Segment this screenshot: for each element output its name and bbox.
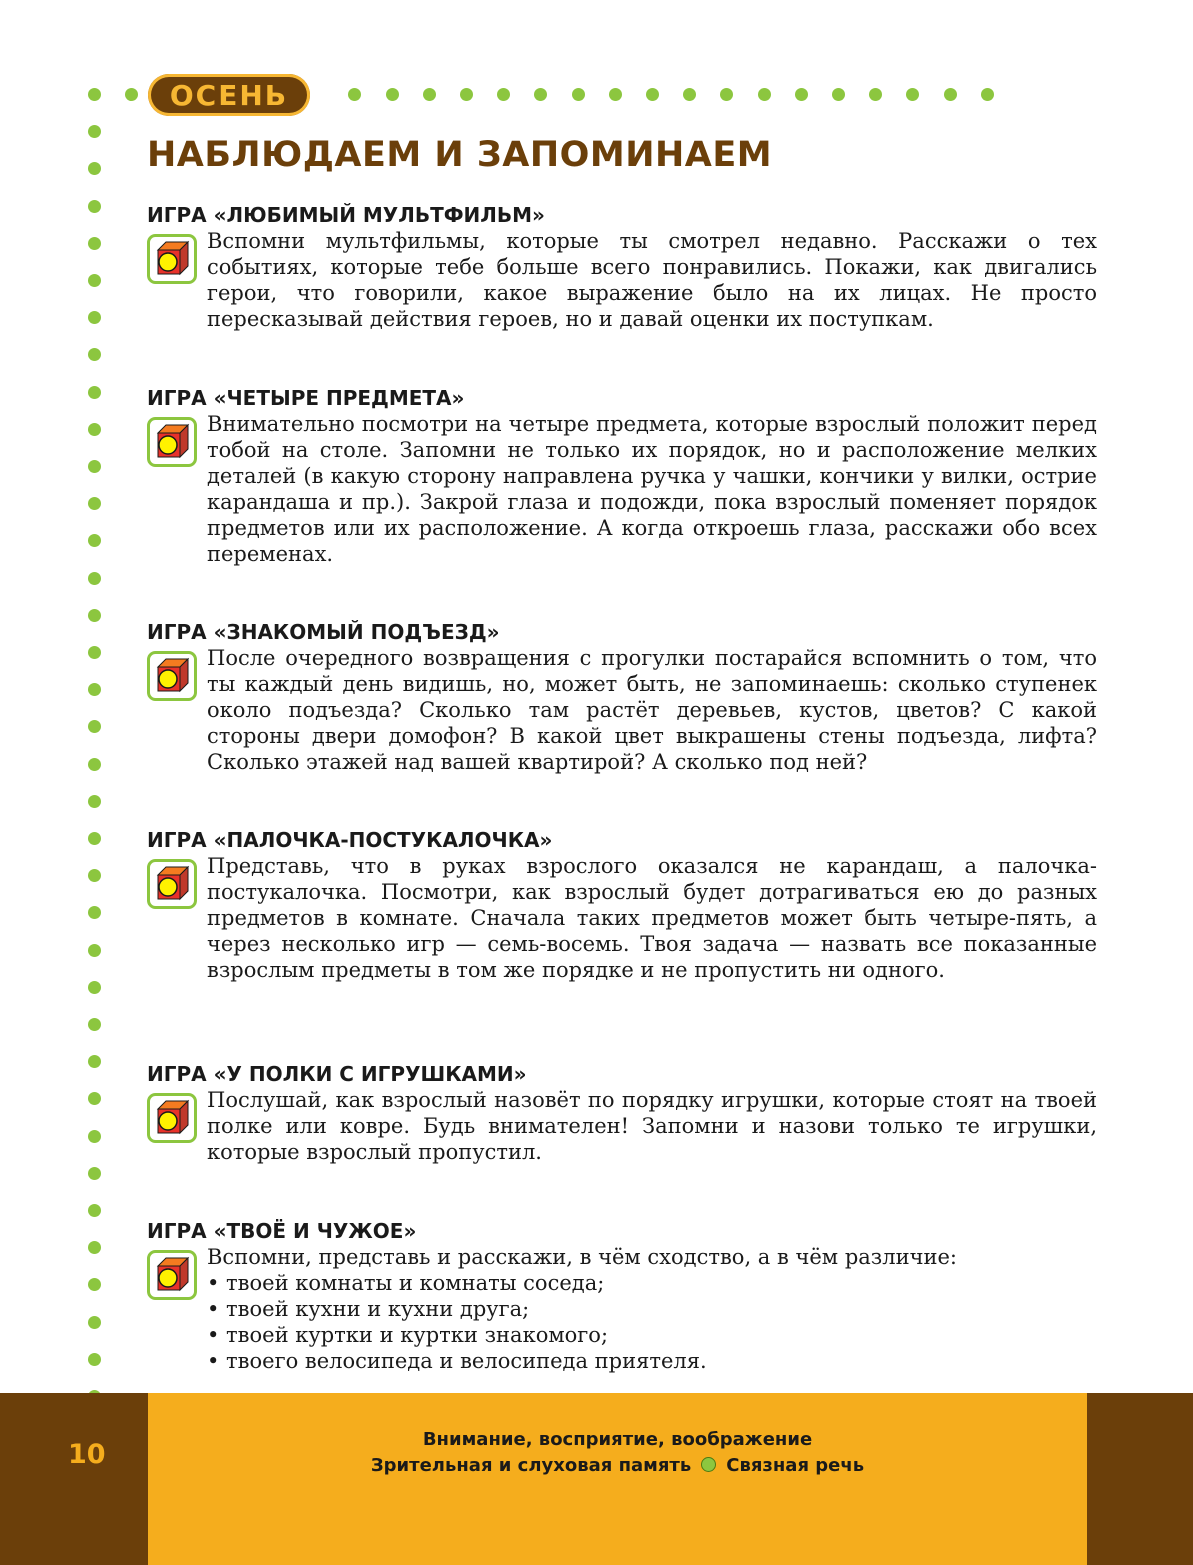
- footer-left-panel: [0, 1393, 148, 1565]
- border-dot: [423, 88, 436, 101]
- border-dot: [88, 386, 101, 399]
- border-dot: [88, 1018, 101, 1031]
- border-dot: [534, 88, 547, 101]
- game-title: ИГРА «ЧЕТЫРЕ ПРЕДМЕТА»: [147, 386, 465, 410]
- footer-topics-line2: [148, 1455, 1087, 1476]
- cube-icon: [147, 1093, 197, 1143]
- game-section: [147, 827, 1097, 983]
- border-dot: [88, 460, 101, 473]
- game-text: После очередного возвращения с прогулки постарайся вспомнить о том, что ты каждый день видишь, но, может быть, не запоминаешь: сколько ступенек около подъезда? Сколько там растёт деревьев, кустов, цветов? С какой стороны двери домофон? В какой цвет выкрашены стены подъезда, лифта? Сколько этажей над вашей квартирой? А сколько под ней?: [207, 646, 1097, 774]
- border-dot: [88, 1241, 101, 1254]
- cube-icon: [147, 859, 197, 909]
- border-dot: [88, 162, 101, 175]
- border-dot: [88, 795, 101, 808]
- season-label: ОСЕНЬ: [169, 78, 289, 112]
- border-dot: [460, 88, 473, 101]
- list-item: • твоего велосипеда и велосипеда приятеля.: [207, 1349, 707, 1373]
- game-text: Вспомни, представь и расскажи, в чём сходство, а в чём различие:: [207, 1245, 957, 1269]
- cube-icon: [147, 234, 197, 284]
- comparison-list: [207, 1270, 1097, 1374]
- footer-right-panel: [1087, 1393, 1193, 1565]
- list-item: • твоей кухни и кухни друга;: [207, 1297, 530, 1321]
- game-section: [147, 1061, 1097, 1165]
- page-number: 10: [68, 1439, 106, 1470]
- border-dot: [88, 1278, 101, 1291]
- game-title: ИГРА «ТВОЁ И ЧУЖОЕ»: [147, 1219, 417, 1243]
- border-dot: [88, 609, 101, 622]
- game-text: Внимательно посмотри на четыре предмета, которые взрослый положит перед тобой на столе. Запомни не только их порядок, но и расположение мелких деталей (в какую сторону направлена ручка у чашки, кончики у вилки, острие карандаша и пр.). Закрой глаза и подожди, пока взрослый поменяет порядок предметов или их расположение. А когда откроешь глаза, расскажи обо всех переменах.: [207, 412, 1097, 566]
- border-dot: [646, 88, 659, 101]
- border-dot: [981, 88, 994, 101]
- list-item: • твоей куртки и куртки знакомого;: [207, 1323, 609, 1347]
- border-dot: [88, 1130, 101, 1143]
- border-dot: [88, 1092, 101, 1105]
- cube-icon: [147, 651, 197, 701]
- green-dot-icon: [701, 1457, 716, 1472]
- border-dot: [795, 88, 808, 101]
- footer: [0, 1393, 1193, 1565]
- list-item: • твоей комнаты и комнаты соседа;: [207, 1271, 605, 1295]
- game-text: Вспомни мультфильмы, которые ты смотрел недавно. Расскажи о тех событиях, которые тебе больше всего понравились. Покажи, как двигались герои, что говорили, какое выражение было на их лицах. Не просто пересказывай действия героев, но и давай оценки их поступкам.: [207, 229, 1097, 331]
- border-dot: [88, 758, 101, 771]
- border-dot: [88, 1316, 101, 1329]
- page-title: НАБЛЮДАЕМ И ЗАПОМИНАЕМ: [147, 135, 773, 175]
- border-dot: [88, 981, 101, 994]
- border-dot: [944, 88, 957, 101]
- border-dot: [88, 832, 101, 845]
- border-dot: [88, 423, 101, 436]
- border-dot: [869, 88, 882, 101]
- border-dot: [88, 683, 101, 696]
- border-dot: [88, 274, 101, 287]
- border-dot: [88, 534, 101, 547]
- season-badge: [148, 74, 310, 116]
- footer-topics-line1: Внимание, восприятие, воображение: [422, 1429, 813, 1450]
- border-dot: [88, 125, 101, 138]
- game-section: [147, 1218, 1097, 1374]
- border-dot: [683, 88, 696, 101]
- border-dot: [88, 869, 101, 882]
- border-dot: [88, 1353, 101, 1366]
- border-dot: [497, 88, 510, 101]
- border-dot: [88, 572, 101, 585]
- border-dot: [125, 88, 138, 101]
- game-text: Представь, что в руках взрослого оказался не карандаш, а палочка-постукалочка. Посмотри, как взрослый будет дотрагиваться ею до разных предметов в комнате. Сначала таких предметов может быть четыре-пять, а через несколько игр — семь-восемь. Твоя задача — назвать все показанные взрослым предметы в том же порядке и не пропустить ни одного.: [207, 854, 1097, 982]
- border-dot: [88, 944, 101, 957]
- border-dot: [88, 200, 101, 213]
- border-dot: [720, 88, 733, 101]
- game-section: [147, 202, 1097, 332]
- footer-center-panel: [148, 1393, 1087, 1565]
- border-dot: [906, 88, 919, 101]
- border-dot: [348, 88, 361, 101]
- cube-icon: [147, 1250, 197, 1300]
- game-title: ИГРА «ПАЛОЧКА-ПОСТУКАЛОЧКА»: [147, 828, 553, 852]
- border-dot: [88, 646, 101, 659]
- border-dot: [386, 88, 399, 101]
- border-dot: [88, 348, 101, 361]
- border-dot: [609, 88, 622, 101]
- border-dot: [88, 497, 101, 510]
- game-section: [147, 385, 1097, 567]
- border-dot: [572, 88, 585, 101]
- footer-topic: Связная речь: [726, 1455, 865, 1476]
- footer-topic: Зрительная и слуховая память: [370, 1455, 692, 1476]
- border-dot: [88, 906, 101, 919]
- game-section: [147, 619, 1097, 775]
- border-dot: [832, 88, 845, 101]
- game-title: ИГРА «У ПОЛКИ С ИГРУШКАМИ»: [147, 1062, 527, 1086]
- border-dot: [758, 88, 771, 101]
- border-dot: [88, 311, 101, 324]
- game-title: ИГРА «ЛЮБИМЫЙ МУЛЬТФИЛЬМ»: [147, 203, 545, 227]
- border-dot: [88, 1167, 101, 1180]
- border-dot: [88, 237, 101, 250]
- cube-icon: [147, 417, 197, 467]
- left-dotted-border: [88, 88, 104, 1398]
- border-dot: [88, 1204, 101, 1217]
- game-title: ИГРА «ЗНАКОМЫЙ ПОДЪЕЗД»: [147, 620, 500, 644]
- game-text: Послушай, как взрослый назовёт по порядку игрушки, которые стоят на твоей полке или ковре. Будь внимателен! Запомни и назови только те игрушки, которые взрослый пропустил.: [207, 1088, 1097, 1164]
- border-dot: [88, 1055, 101, 1068]
- border-dot: [88, 720, 101, 733]
